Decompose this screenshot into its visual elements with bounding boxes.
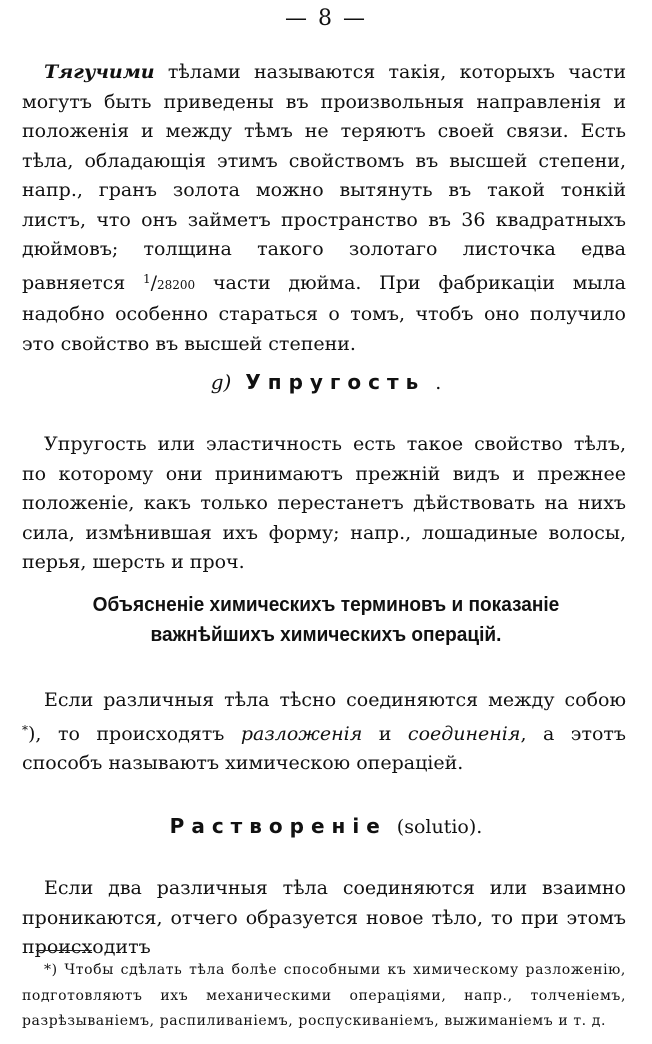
paragraph-ductility-text-b: части дюйма. При фабрикаціи мыла надобно особенно стараться о томъ, чтобъ оно получило это свойство въ высшей степени.: [22, 271, 626, 355]
heading-elasticity-prefix: g): [210, 370, 232, 394]
section-title-line1: Объясненіе химическихъ терминовъ и показаніе: [92, 593, 560, 616]
footnote-mark: *): [44, 962, 58, 978]
heading-solution-suffix: (solutio).: [396, 816, 483, 838]
fraction-numerator: 1: [142, 271, 151, 286]
paragraph-chemical-text-a: Если различныя тѣла тѣсно соединяются между собою: [44, 689, 626, 711]
paragraph-chemical-text-b: ), то происходятъ: [28, 722, 241, 745]
footnote-reference: *: [22, 722, 28, 737]
paragraph-chemical-text-c: и: [362, 722, 408, 745]
footnote-text: Чтобы сдѣлать тѣла болѣе способными къ химическому разложенію, подготовляютъ ихъ механическими операціями, напр., толченіемъ, разрѣзываніемъ, распиливаніемъ, роспускиваніемъ, выжиманіемъ и т. д.: [22, 962, 626, 1029]
paragraph-solution-text: Если два различныя тѣла соединяются или взаимно проникаются, отчего образуется новое тѣло, то при этомъ происходитъ: [22, 877, 626, 958]
page-number: — 8 —: [285, 6, 367, 31]
heading-solution: [0, 814, 652, 838]
paragraph-chemical-operation: [22, 686, 626, 779]
term-decomposition: разложенія: [240, 722, 363, 745]
paragraph-elasticity: [22, 430, 626, 578]
footnote: [22, 958, 626, 1035]
footnote-divider: [36, 950, 92, 951]
section-title: [23, 590, 629, 650]
fraction-denominator: 28200: [157, 277, 196, 292]
paragraph-solution: [22, 874, 626, 963]
term-combination: соединенія: [407, 722, 521, 745]
heading-solution-title: Раствореніе: [169, 814, 387, 838]
term-ductile: Тягучими: [44, 61, 155, 83]
paragraph-chemical-text-d: , а этотъ способъ называютъ химическою операціей.: [22, 722, 626, 774]
section-title-line2: важнѣйшихъ химическихъ операцій.: [150, 623, 502, 646]
paragraph-elasticity-text: Упругость или эластичность есть такое свойство тѣлъ, по которому они принимаютъ прежній видъ и прежнее положеніе, какъ только перестанетъ дѣйствовать на нихъ сила, измѣнившая ихъ форму; напр., лошадиные волосы, перья, шерсть и проч.: [22, 433, 626, 573]
paragraph-ductility: Тягучими тѣлами называются такія, которыхъ части могутъ быть приведены въ произвольныя направленія и положенія и между тѣмъ не теряютъ своей связи. Есть тѣла, обладающія этимъ свойствомъ въ высшей степени, напр., гранъ золота можно вытянуть въ такой тонкій листъ, что онъ займетъ пространство въ 36 квадратныхъ дюймовъ; толщина такого золотаго листочка едва равняется $^1$/28200 части дюйма. При фабрикаціи мыла надобно особенно стараться о томъ, чтобъ оно получило это свойство въ высшей степени.: [22, 61, 626, 355]
heading-elasticity-suffix: .: [435, 372, 442, 394]
heading-elasticity-title: Упругость: [245, 370, 426, 394]
paragraph-ductility-text-a: тѣлами называются такія, которыхъ части могутъ быть приведены въ произвольныя направленія и положенія и между тѣмъ не теряютъ своей связи. Есть тѣла, обладающія этимъ свойствомъ въ высшей степени, напр., гранъ золота можно вытянуть въ такой тонкій листъ, что онъ займетъ пространство въ 36 квадратныхъ дюймовъ; толщина такого золотаго листочка едва равняется: [22, 61, 626, 294]
heading-elasticity: [0, 370, 652, 394]
